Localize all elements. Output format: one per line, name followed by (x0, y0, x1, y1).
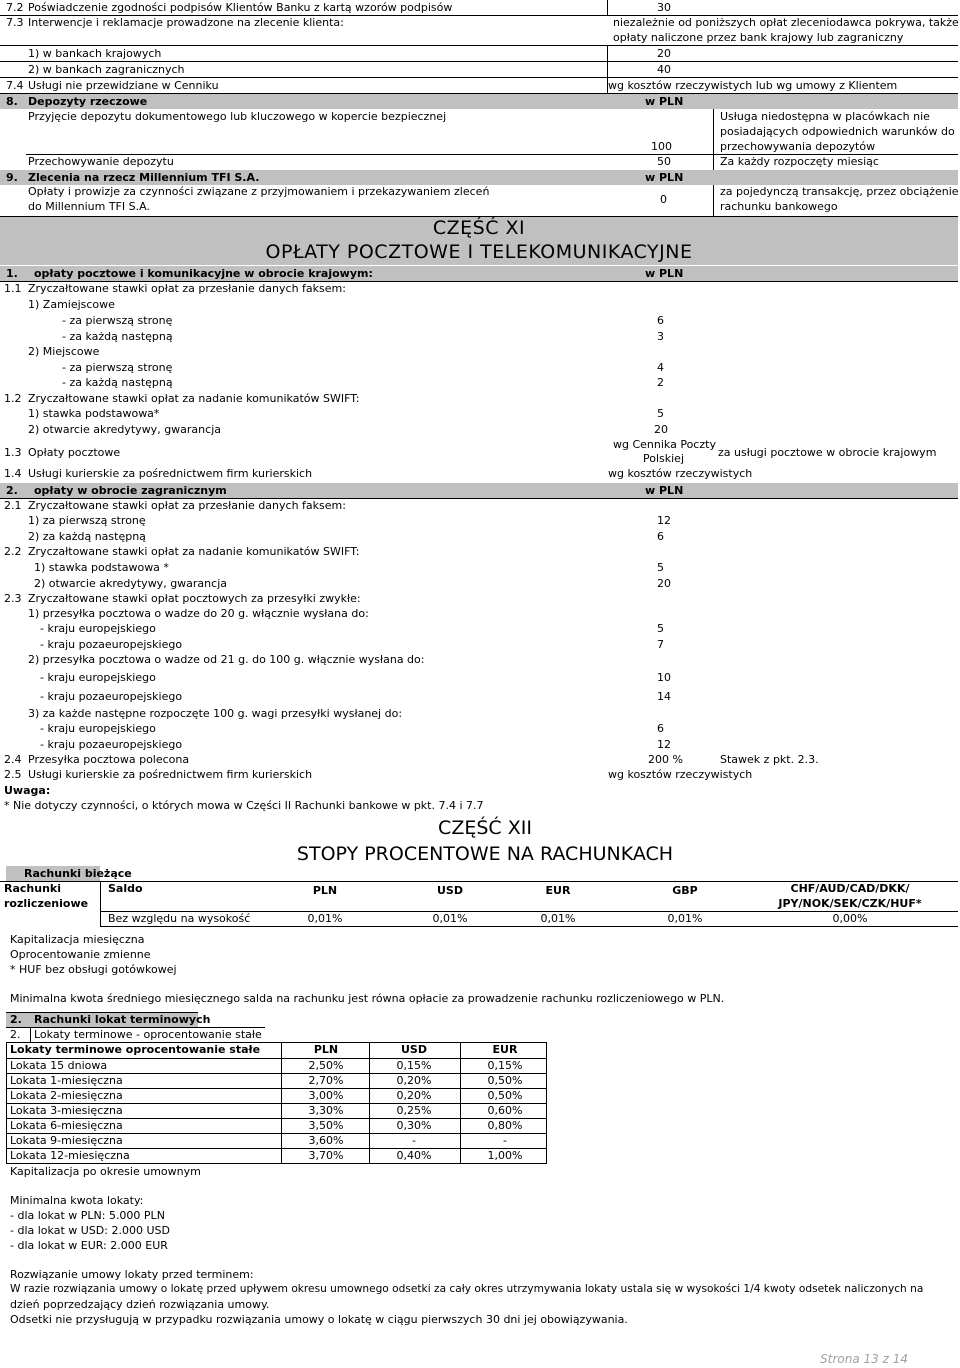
term-rate-eur: 0,50% (487, 1089, 523, 1102)
section-title: Zlecenia na rzecz Millennium TFI S.A. (28, 171, 260, 184)
row-value: 14 (657, 690, 671, 703)
row-2-3-b-2 (0, 690, 958, 705)
section-9-header (0, 170, 958, 185)
term-rate-pln: 2,50% (308, 1059, 344, 1072)
term-rate-pln: 3,70% (308, 1149, 344, 1162)
row-label: 2) Miejscowe (28, 345, 100, 358)
row-label: Przesyłka pocztowa polecona (28, 753, 190, 766)
term-rate-eur: 0,60% (487, 1104, 523, 1117)
sub-number: 2. (10, 1028, 21, 1041)
min-deposit-title: Minimalna kwota lokaty: (10, 1194, 144, 1207)
row-value: 20 (657, 47, 671, 60)
row-value: 7 (657, 638, 664, 651)
row-value: 2 (657, 376, 664, 389)
row-label: 2) za każdą następną (28, 530, 146, 543)
term-rate-eur: - (503, 1134, 507, 1147)
row-value: 5 (657, 407, 664, 420)
row-1-2 (0, 392, 958, 407)
term-rate-eur: 1,00% (487, 1149, 523, 1162)
note-text: * Nie dotyczy czynności, o których mowa w Części II Rachunki bankowe w pkt. 7.4 i 7.7 (4, 799, 484, 812)
term-rate-usd: 0,25% (396, 1104, 432, 1117)
row-2-3 (0, 592, 958, 607)
row-label: - za każdą następną (62, 376, 173, 389)
row-label: 1) w bankach krajowych (28, 47, 162, 60)
row-2-1 (0, 499, 958, 514)
row-2-4 (0, 753, 958, 768)
table-row (0, 1089, 560, 1104)
row-number: 1.4 (4, 467, 22, 480)
row-label: Zryczałtowane stawki opłat pocztowych za przesyłki zwykłe: (28, 592, 361, 605)
row-label-line1: Opłaty i prowizje za czynności związane z przyjmowaniem i przekazywaniem zleceń (28, 185, 490, 198)
table-row (0, 1059, 560, 1074)
min-deposit-line: - dla lokat w PLN: 5.000 PLN (10, 1209, 165, 1222)
row-label: Zryczałtowane stawki opłat za przesłanie danych faksem: (28, 282, 346, 295)
row-note: Stawek z pkt. 2.3. (720, 753, 819, 766)
row-label: Usługi nie przewidziane w Cenniku (28, 79, 219, 92)
column-divider (6, 1042, 7, 1164)
section-11-1-header (0, 266, 958, 281)
row-label: 2) w bankach zagranicznych (28, 63, 185, 76)
term-rate-eur: 0,80% (487, 1119, 523, 1132)
row-1-1-b-2 (0, 376, 958, 391)
row-7-2 (0, 0, 958, 15)
row-value: 50 (657, 155, 671, 168)
row-label: - kraju europejskiego (40, 671, 156, 684)
row-label: 2) otwarcie akredytywy, gwarancja (34, 577, 227, 590)
current-accounts-header (6, 866, 132, 881)
note-line: Oprocentowanie zmienne (10, 948, 151, 961)
row-value: 6 (657, 530, 664, 543)
row-label: - za pierwszą stronę (62, 314, 173, 327)
row-1-3 (0, 438, 958, 466)
row-label: - kraju pozaeuropejskiego (40, 638, 183, 651)
section-unit: w PLN (645, 95, 684, 108)
row-1-1-b (0, 345, 958, 360)
row-label: Usługi kurierskie za pośrednictwem firm kurierskich (28, 768, 313, 781)
col-usd: USD (437, 884, 463, 897)
row-note: Za każdy rozpoczęty miesiąc (720, 155, 879, 168)
term-name: Lokata 1-miesięczna (10, 1074, 123, 1087)
row-label: 2) otwarcie akredytywy, gwarancja (28, 423, 221, 436)
row-2-5 (0, 768, 958, 783)
termination-line: W razie rozwiązania umowy o lokatę przed upływem okresu umownego odsetki za cały okres utrzymywania lokaty ustala się w wysokości 1/4 kwoty odsetek naliczonych na (10, 1283, 924, 1295)
term-rate-pln: 3,30% (308, 1104, 344, 1117)
term-name: Lokata 6-miesięczna (10, 1119, 123, 1132)
term-col-usd: USD (401, 1043, 427, 1056)
row-number: 7.2 (6, 1, 24, 14)
row-number: 2.3 (4, 592, 22, 605)
row-1-2-b (0, 423, 958, 438)
row-value: 20 (657, 577, 671, 590)
termination-title: Rozwiązanie umowy lokaty przed terminem: (10, 1268, 254, 1281)
part-12-subtitle: STOPY PROCENTOWE NA RACHUNKACH (296, 843, 674, 865)
row-7-3 (0, 16, 958, 45)
row-value: wg kosztów rzeczywistych (608, 467, 753, 480)
term-rate-pln: 2,70% (308, 1074, 344, 1087)
part-subtitle: OPŁATY POCZTOWE I TELEKOMUNIKACYJNE (265, 241, 693, 263)
table-row (0, 1119, 560, 1134)
col-gbp: GBP (672, 884, 698, 897)
term-col-pln: PLN (313, 1043, 339, 1056)
page-number: Strona 13 z 14 (820, 1352, 908, 1366)
row-deposit-storage (0, 155, 958, 170)
term-rate-usd: - (412, 1134, 416, 1147)
header-text: Rachunki lokat terminowych (34, 1013, 211, 1026)
row-number: 2.1 (4, 499, 22, 512)
row-note-line2: posiadających odpowiednich warunków do (720, 125, 955, 138)
min-saldo-text: Minimalna kwota średniego miesięcznego salda na rachunku jest równa opłacie za prowadzenie rachunku rozliczeniowego w PLN. (10, 992, 725, 1005)
min-deposit-line: - dla lokat w USD: 2.000 USD (10, 1224, 170, 1237)
row-value: 200 % (648, 753, 683, 766)
row-number: 2.4 (4, 753, 22, 766)
row-label-line2: do Millennium TFI S.A. (28, 200, 150, 213)
row-label: Usługi kurierskie za pośrednictwem firm kurierskich (28, 467, 313, 480)
row-7-4 (0, 78, 958, 93)
row-number: 1.2 (4, 392, 22, 405)
row-number: 7.3 (6, 16, 24, 29)
row-label: Zryczałtowane stawki opłat za nadanie komunikatów SWIFT: (28, 392, 360, 405)
row-label: 3) za każde następne rozpoczęte 100 g. wagi przesyłki wysłanej do: (28, 707, 403, 720)
termination-line: dzień poprzedzający dzień rozwiązania umowy. (10, 1298, 270, 1311)
term-name: Lokata 2-miesięczna (10, 1089, 123, 1102)
row-value: 12 (657, 738, 671, 751)
section-title: opłaty pocztowe i komunikacyjne w obrocie krajowym: (34, 267, 373, 280)
row-label: Zryczałtowane stawki opłat za przesłanie danych faksem: (28, 499, 346, 512)
row-label: - za pierwszą stronę (62, 361, 173, 374)
header-text: Rachunki bieżące (24, 867, 132, 880)
part-title: CZĘŚĆ XI (432, 217, 526, 239)
row-note: za usługi pocztowe w obrocie krajowym (718, 446, 937, 459)
row-label: Bez względu na wysokość (108, 912, 251, 925)
row-2-1-a (0, 514, 958, 529)
section-number: 8. (6, 95, 18, 108)
row-1-1-b-1 (0, 361, 958, 376)
term-col-eur: EUR (492, 1043, 518, 1056)
row-value: 5 (657, 561, 664, 574)
row-2-2 (0, 545, 958, 560)
row-value: 6 (657, 722, 664, 735)
row-value: wg kosztów rzeczywistych (608, 768, 753, 781)
table-row (0, 1134, 560, 1149)
term-rate-pln: 3,00% (308, 1089, 344, 1102)
term-name: Lokata 9-miesięczna (10, 1134, 123, 1147)
row-value: wg kosztów rzeczywistych lub wg umowy z Klientem (608, 79, 898, 92)
row-2-3-c-2 (0, 738, 958, 753)
row-label: - kraju pozaeuropejskiego (40, 690, 183, 703)
row-2-2-b (0, 577, 958, 592)
rate-usd: 0,01% (432, 912, 468, 925)
row-label: 2) przesyłka pocztowa o wadze od 21 g. do 100 g. włącznie wysłana do: (28, 653, 425, 666)
row-value: 4 (657, 361, 664, 374)
row-value: 12 (657, 514, 671, 527)
sub-title: Lokaty terminowe - oprocentowanie stałe (34, 1028, 262, 1041)
row-value: 100 (651, 140, 672, 153)
row-note-line3: przechowywania depozytów (720, 140, 876, 153)
row-2-3-c-1 (0, 722, 958, 737)
saldo-label: Saldo (108, 882, 143, 895)
row-note-line1: za pojedynczą transakcję, przez obciążenie (720, 185, 959, 198)
row-note-line1: niezależnie od poniższych opłat zleceniodawca pokrywa, także (613, 16, 959, 29)
term-rate-usd: 0,20% (396, 1074, 432, 1087)
row-1-4 (0, 467, 958, 482)
row-label: 1) za pierwszą stronę (28, 514, 146, 527)
row-1-1-a-1 (0, 314, 958, 329)
term-name: Lokata 15 dniowa (10, 1059, 108, 1072)
row-1-2-a (0, 407, 958, 422)
row-deposit-accept (0, 109, 958, 154)
row-label: Interwencje i reklamacje prowadzone na zlecenie klienta: (28, 16, 344, 29)
capitalization-text: Kapitalizacja po okresie umownym (10, 1165, 201, 1178)
section-unit: w PLN (645, 484, 684, 497)
table-row (0, 1104, 560, 1119)
row-value: 20 (654, 423, 668, 436)
term-rate-usd: 0,40% (396, 1149, 432, 1162)
column-divider (281, 1042, 282, 1164)
term-rate-usd: 0,20% (396, 1089, 432, 1102)
col-other-line2: JPY/NOK/SEK/CZK/HUF* (778, 897, 922, 910)
note-line: * HUF bez obsługi gotówkowej (10, 963, 177, 976)
row-number: 2.5 (4, 768, 22, 781)
row-7-3-1 (0, 46, 958, 61)
note-heading: Uwaga: (4, 784, 51, 797)
row-label: Opłaty pocztowe (28, 446, 121, 459)
row-2-3-a-1 (0, 622, 958, 637)
term-rate-eur: 0,15% (487, 1059, 523, 1072)
row-divider (6, 1163, 546, 1164)
row-label: 1) przesyłka pocztowa o wadze do 20 g. włącznie wysłana do: (28, 607, 369, 620)
term-rate-pln: 3,60% (308, 1134, 344, 1147)
section-number: 1. (6, 267, 18, 280)
rate-gbp: 0,01% (667, 912, 703, 925)
row-number: 2.2 (4, 545, 22, 558)
row-value: 5 (657, 622, 664, 635)
row-label: 1) stawka podstawowa * (34, 561, 169, 574)
row-1-1-a-2 (0, 330, 958, 345)
rate-pln: 0,01% (307, 912, 343, 925)
section-title: opłaty w obrocie zagranicznym (34, 484, 227, 497)
section-number: 9. (6, 171, 18, 184)
row-note-line2: rachunku bankowego (720, 200, 838, 213)
row-value: 0 (660, 193, 667, 206)
row-value: 6 (657, 314, 664, 327)
row-7-3-2 (0, 62, 958, 77)
col-other-line1: CHF/AUD/CAD/DKK/ (790, 882, 910, 895)
row-2-3-b (0, 653, 958, 668)
col-pln: PLN (312, 884, 338, 897)
row-1-1 (0, 282, 958, 297)
section-number: 2. (6, 484, 18, 497)
section-title: Depozyty rzeczowe (28, 95, 148, 108)
row-label-line1: Rachunki (4, 882, 61, 895)
term-rate-usd: 0,30% (396, 1119, 432, 1132)
column-divider (546, 1042, 547, 1164)
term-name: Lokata 12-miesięczna (10, 1149, 130, 1162)
row-2-3-c (0, 707, 958, 722)
row-2-2-a (0, 561, 958, 576)
row-label: Przechowywanie depozytu (28, 155, 174, 168)
row-number: 1.3 (4, 446, 22, 459)
section-11-2-header (0, 483, 958, 498)
rate-other: 0,00% (832, 912, 868, 925)
row-1-1-a (0, 298, 958, 313)
row-label: - kraju pozaeuropejskiego (40, 738, 183, 751)
row-value-line1: wg Cennika Poczty (613, 438, 716, 451)
part-11-banner (0, 217, 958, 265)
col-eur: EUR (545, 884, 571, 897)
row-2-3-a (0, 607, 958, 622)
row-note-line1: Usługa niedostępna w placówkach nie (720, 110, 930, 123)
term-rate-eur: 0,50% (487, 1074, 523, 1087)
column-divider (369, 1042, 370, 1164)
table-row (0, 1074, 560, 1089)
section-8-header (0, 94, 958, 109)
row-value: 30 (657, 1, 671, 14)
term-rate-pln: 3,50% (308, 1119, 344, 1132)
row-number: 7.4 (6, 79, 24, 92)
row-value: 10 (657, 671, 671, 684)
part-12-title: CZĘŚĆ XII (438, 817, 532, 839)
row-label: 1) stawka podstawowa* (28, 407, 160, 420)
row-value: 40 (657, 63, 671, 76)
note-line: Kapitalizacja miesięczna (10, 933, 145, 946)
row-2-3-b-1 (0, 671, 958, 686)
row-label: Poświadczenie zgodności podpisów Klientów Banku z kartą wzorów podpisów (28, 1, 453, 14)
row-tfi-fees (0, 185, 958, 215)
row-label: - kraju europejskiego (40, 622, 156, 635)
row-label: 1) Zamiejscowe (28, 298, 115, 311)
term-deposits-header (6, 1013, 211, 1027)
section-unit: w PLN (645, 171, 684, 184)
row-2-1-b (0, 530, 958, 545)
term-col-name-header: Lokaty terminowe oprocentowanie stałe (10, 1043, 261, 1056)
row-label: - kraju europejskiego (40, 722, 156, 735)
row-note-line2: opłaty naliczone przez bank krajowy lub zagraniczny (613, 31, 904, 44)
row-number: 1.1 (4, 282, 22, 295)
table-row (0, 1149, 560, 1164)
row-label: Przyjęcie depozytu dokumentowego lub kluczowego w kopercie bezpiecznej (28, 110, 447, 123)
section-unit: w PLN (645, 267, 684, 280)
min-deposit-line: - dla lokat w EUR: 2.000 EUR (10, 1239, 168, 1252)
term-name: Lokata 3-miesięczna (10, 1104, 123, 1117)
row-2-3-a-2 (0, 638, 958, 653)
rate-eur: 0,01% (540, 912, 576, 925)
row-label-line2: rozliczeniowe (4, 897, 89, 910)
header-number: 2. (10, 1013, 22, 1026)
row-value: 3 (657, 330, 664, 343)
termination-line: Odsetki nie przysługują w przypadku rozwiązania umowy o lokatę w ciągu pierwszych 30 dni jej obowiązywania. (10, 1313, 628, 1326)
row-label: Zryczałtowane stawki opłat za nadanie komunikatów SWIFT: (28, 545, 360, 558)
row-label: - za każdą następną (62, 330, 173, 343)
row-value-line2: Polskiej (643, 452, 685, 465)
column-divider (460, 1042, 461, 1164)
term-rate-usd: 0,15% (396, 1059, 432, 1072)
